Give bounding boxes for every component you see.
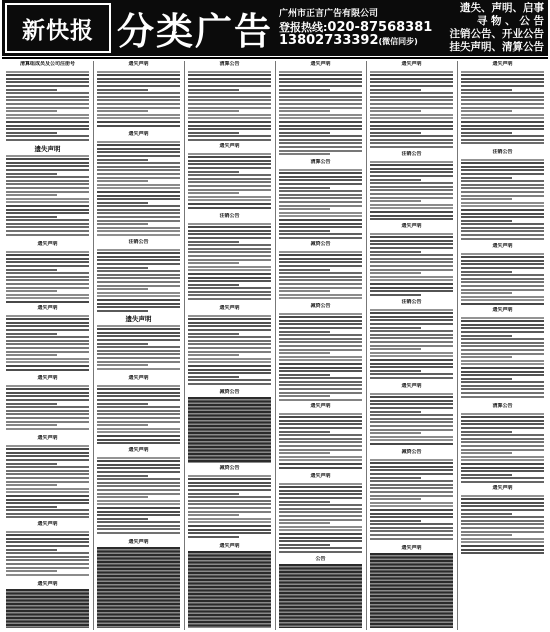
- notice-title: 减资公告: [310, 241, 331, 247]
- notice: [277, 556, 364, 628]
- notice-title: 遗失声明: [401, 545, 422, 551]
- notice-body: [97, 547, 180, 628]
- notice: [459, 307, 546, 401]
- notice: [186, 61, 273, 141]
- notice-title: 遗失声明: [128, 375, 149, 381]
- notice-title: 遗失声明: [37, 581, 58, 587]
- notice-title: 遗失声明: [310, 61, 331, 67]
- notice: [95, 315, 182, 373]
- notice: [186, 543, 273, 628]
- notice-body: [461, 493, 544, 555]
- newspaper-logo: [5, 3, 111, 53]
- notice-body: [97, 69, 180, 129]
- notice-title: 遗失声明: [492, 243, 513, 249]
- notice-title: 减资公告: [401, 449, 422, 455]
- notice-body: [461, 251, 544, 305]
- notice-title: 遗失声明: [310, 473, 331, 479]
- notice: [4, 305, 91, 373]
- column-rule: [457, 61, 458, 630]
- notice-body: [370, 69, 453, 149]
- notice-body: [6, 153, 89, 239]
- notice-grid: [2, 61, 548, 630]
- notice-title: 注销公告: [401, 151, 422, 157]
- notice-body: [370, 553, 453, 628]
- notice-body: [6, 383, 89, 433]
- notice-body: [188, 551, 271, 628]
- notice: [4, 581, 91, 628]
- notice-title: 遗失声明: [37, 521, 58, 527]
- section-title: 分类广告: [117, 10, 273, 53]
- notice: [95, 131, 182, 237]
- notice-body: [97, 139, 180, 237]
- notice: [186, 465, 273, 541]
- notice: [368, 383, 455, 447]
- notice-title: 清算组成员及公司注册号: [19, 61, 75, 67]
- notice-body: [461, 411, 544, 483]
- column-rule: [184, 61, 185, 630]
- notice-body: [188, 313, 271, 387]
- notice-body: [279, 249, 362, 301]
- notice-body: [370, 307, 453, 381]
- header-rule: [2, 57, 548, 59]
- notice-body: [97, 247, 180, 313]
- notice-body: [461, 157, 544, 241]
- brand-name: 新快报: [22, 16, 94, 44]
- notice-title: 减资公告: [219, 465, 240, 471]
- notice-body: [188, 397, 271, 463]
- notice-title: 遗失声明: [37, 241, 58, 247]
- notice: [277, 403, 364, 471]
- notice-body: [370, 457, 453, 543]
- category-item: 寻 物 、 公 告: [476, 15, 544, 27]
- notice: [4, 375, 91, 433]
- notice-body: [6, 589, 89, 628]
- notice-title: 遗失声明: [125, 315, 152, 323]
- notice-body: [6, 443, 89, 519]
- agency-name: 广州市正言广告有限公司: [279, 9, 379, 19]
- column-rule: [93, 61, 94, 630]
- notice-body: [370, 391, 453, 447]
- notice: [4, 521, 91, 579]
- notice: [277, 159, 364, 239]
- notice-title: 遗失声明: [219, 543, 240, 549]
- notice-title: 减资公告: [310, 303, 331, 309]
- notice-title: 遗失声明: [401, 61, 422, 67]
- notice-body: [279, 69, 362, 157]
- notice-body: [97, 383, 180, 445]
- notice-title: 遗失声明: [492, 307, 513, 313]
- notice-title: 清算公告: [219, 61, 240, 67]
- notice-title: 遗失声明: [219, 143, 240, 149]
- mobile-number: 13802733392: [279, 33, 379, 48]
- masthead: [2, 0, 548, 56]
- notice: [368, 299, 455, 381]
- notice-title: 遗失声明: [219, 305, 240, 311]
- notice: [4, 61, 91, 143]
- notice: [459, 243, 546, 305]
- notice-title: 减资公告: [219, 389, 240, 395]
- notice-body: [6, 69, 89, 143]
- notice-title: 遗失声明: [401, 383, 422, 389]
- notice: [459, 149, 546, 241]
- notice-body: [188, 69, 271, 141]
- notice-body: [6, 249, 89, 303]
- notice-body: [279, 311, 362, 401]
- hotline-label: 登报热线:: [279, 21, 328, 34]
- mobile-note: (微信同步): [378, 37, 418, 46]
- category-item: 挂失声明、清算公告: [449, 41, 544, 53]
- notice-title: 遗失声明: [37, 375, 58, 381]
- notice: [277, 473, 364, 554]
- category-item: 注销公告、开业公告: [449, 28, 544, 40]
- mobile: [279, 34, 432, 48]
- notice: [95, 61, 182, 129]
- notice-title: 遗失声明: [37, 435, 58, 441]
- category-list: [450, 0, 545, 56]
- notice: [186, 389, 273, 463]
- notice-title: 注销公告: [219, 213, 240, 219]
- notice: [368, 61, 455, 149]
- notice-body: [188, 221, 271, 303]
- notice-body: [461, 315, 544, 401]
- notice-body: [97, 455, 180, 537]
- notice-title: 遗失声明: [128, 131, 149, 137]
- notice: [95, 539, 182, 628]
- hotline-number: 020-87568381: [327, 20, 433, 35]
- notice-title: 遗失声明: [128, 447, 149, 453]
- notice-title: 遗失声明: [492, 61, 513, 67]
- notice-title: 公告: [315, 556, 326, 562]
- notice-body: [97, 323, 180, 373]
- notice-title: 遗失声明: [492, 485, 513, 491]
- notice-body: [6, 313, 89, 373]
- notice: [368, 223, 455, 297]
- notice-body: [188, 473, 271, 541]
- notice: [277, 303, 364, 401]
- notice-title: 注销公告: [492, 149, 513, 155]
- notice-title: 清算公告: [492, 403, 513, 409]
- notice-title: 遗失声明: [34, 145, 61, 153]
- notice-title: 遗失声明: [37, 305, 58, 311]
- notice-body: [6, 529, 89, 579]
- notice-body: [461, 69, 544, 147]
- notice: [459, 61, 546, 147]
- notice: [186, 305, 273, 387]
- notice-body: [279, 167, 362, 239]
- notice: [277, 241, 364, 301]
- notice-body: [279, 411, 362, 471]
- notice: [186, 143, 273, 211]
- notice: [95, 447, 182, 537]
- notice: [459, 403, 546, 483]
- notice-title: 遗失声明: [128, 61, 149, 67]
- notice: [186, 213, 273, 303]
- notice-body: [370, 231, 453, 297]
- notice-body: [188, 151, 271, 211]
- column-rule: [275, 61, 276, 630]
- notice-title: 遗失声明: [401, 223, 422, 229]
- notice: [4, 435, 91, 519]
- category-item: 遗失、声明、启事: [460, 2, 544, 14]
- contact-block: [279, 0, 432, 56]
- notice: [4, 241, 91, 303]
- notice-title: 遗失声明: [310, 403, 331, 409]
- notice-title: 注销公告: [128, 239, 149, 245]
- notice-title: 遗失声明: [128, 539, 149, 545]
- notice-body: [370, 159, 453, 221]
- notice: [95, 239, 182, 313]
- notice: [95, 375, 182, 445]
- notice-body: [279, 564, 362, 628]
- column-rule: [366, 61, 367, 630]
- notice-title: 注销公告: [401, 299, 422, 305]
- notice-body: [279, 481, 362, 554]
- notice: [368, 449, 455, 543]
- notice: [459, 485, 546, 555]
- notice: [4, 145, 91, 239]
- notice-title: 清算公告: [310, 159, 331, 165]
- notice: [368, 151, 455, 221]
- notice: [368, 545, 455, 628]
- notice: [277, 61, 364, 157]
